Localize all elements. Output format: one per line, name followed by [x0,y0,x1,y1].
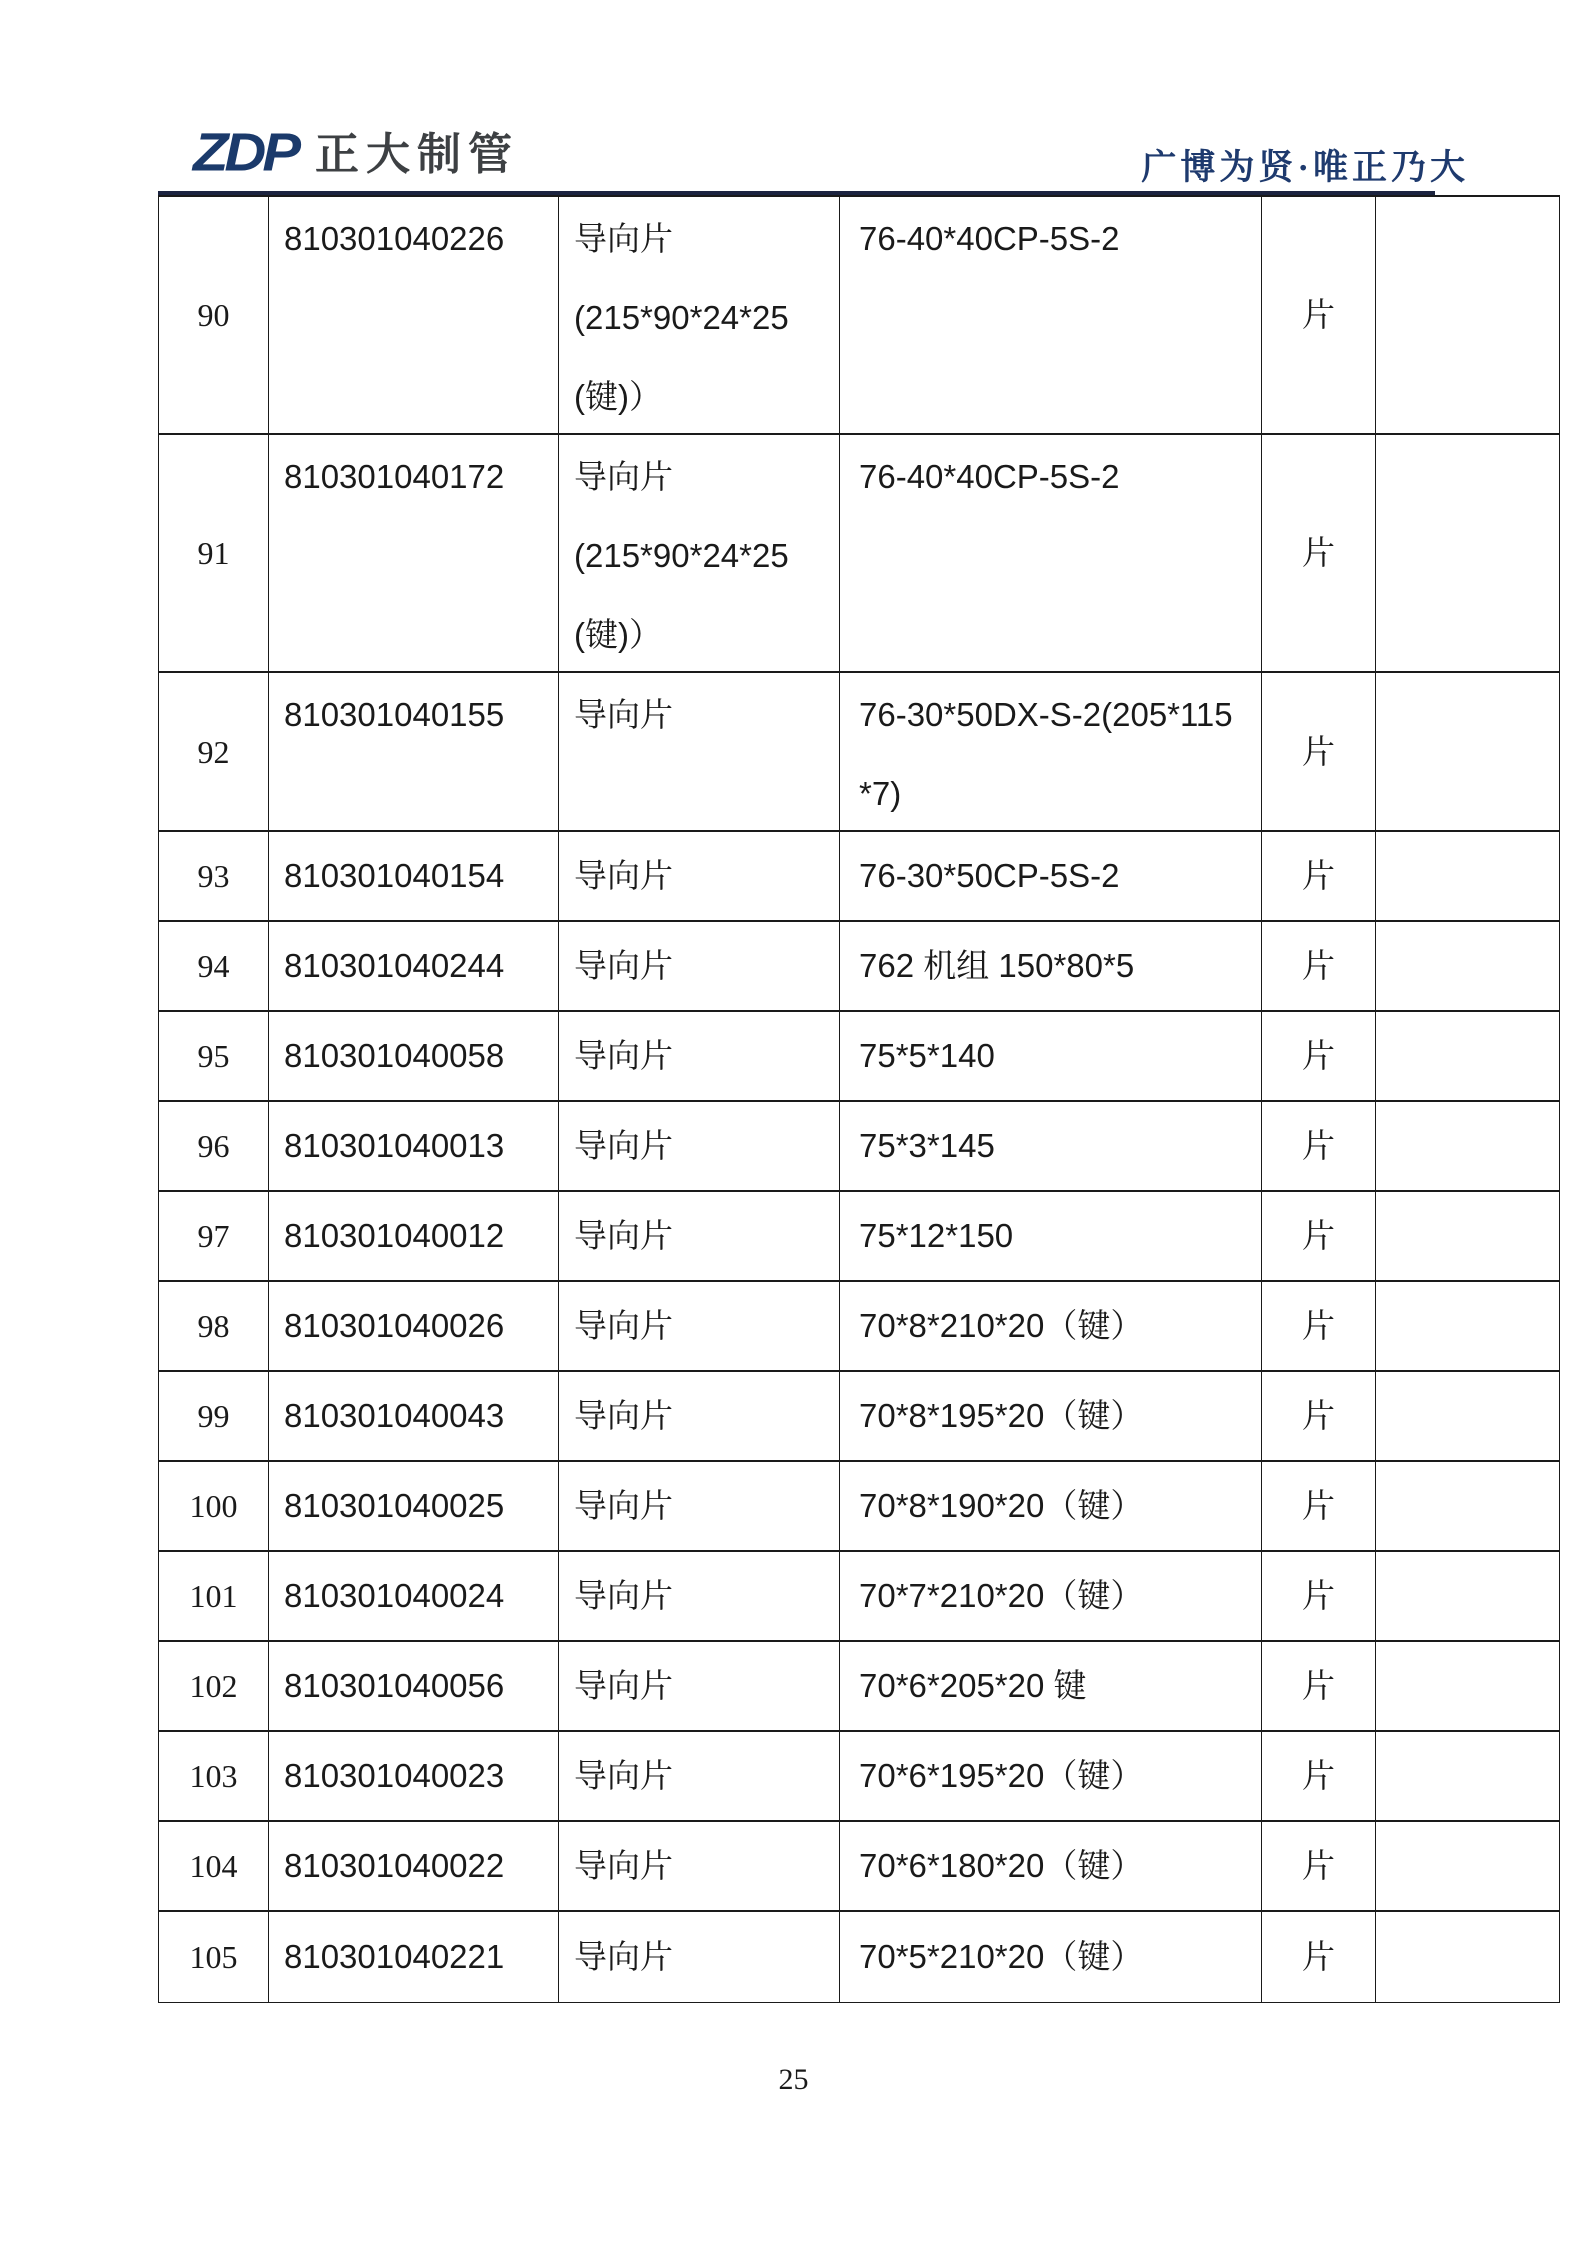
unit-cell: 片 [1262,1642,1376,1730]
part-code-cell: 810301040013 [269,1102,559,1190]
unit-cell: 片 [1262,197,1376,433]
row-number-cell: 96 [159,1102,269,1190]
part-name-cell: 导向片 [559,1102,840,1190]
unit-cell: 片 [1262,1282,1376,1370]
note-cell [1376,1822,1559,1910]
table-row [159,1912,1559,2002]
note-cell [1376,673,1559,830]
table-row [159,1462,1559,1552]
part-spec-cell: 70*6*180*20（键） [840,1822,1262,1910]
row-number-cell: 104 [159,1822,269,1910]
zdp-logo-mark: ZDP [193,122,297,183]
part-name-cell: 导向片 [559,1282,840,1370]
table-row [159,435,1559,673]
part-code-cell: 810301040012 [269,1192,559,1280]
row-number-cell: 101 [159,1552,269,1640]
part-spec-cell: 76-40*40CP-5S-2 [840,435,1262,671]
note-cell [1376,1282,1559,1370]
header-slogan: 广博为贤·唯正乃大 [1141,148,1469,187]
part-name-cell: 导向片 [559,1912,840,2002]
part-name-cell: 导向片 [559,673,840,830]
part-code-cell: 810301040058 [269,1012,559,1100]
note-cell [1376,832,1559,920]
unit-cell: 片 [1262,1822,1376,1910]
part-spec-cell: 762 机组 150*80*5 [840,922,1262,1010]
unit-cell: 片 [1262,1732,1376,1820]
unit-cell: 片 [1262,922,1376,1010]
unit-cell: 片 [1262,832,1376,920]
note-cell [1376,1732,1559,1820]
part-code-cell: 810301040026 [269,1282,559,1370]
note-cell [1376,922,1559,1010]
table-row [159,1552,1559,1642]
row-number-cell: 97 [159,1192,269,1280]
part-spec-cell: 75*12*150 [840,1192,1262,1280]
part-code-cell: 810301040155 [269,673,559,830]
page-header [0,0,1587,195]
table-row [159,832,1559,922]
part-name-cell: 导向片 [559,1552,840,1640]
row-number-cell: 102 [159,1642,269,1730]
part-name-cell: 导向片 [559,1192,840,1280]
part-spec-cell: 70*7*210*20（键） [840,1552,1262,1640]
row-number-cell: 95 [159,1012,269,1100]
part-name-cell: 导向片 [559,1462,840,1550]
part-name-cell: 导向片 [559,922,840,1010]
row-number-cell: 94 [159,922,269,1010]
row-number-cell: 105 [159,1912,269,2002]
company-logo [193,122,519,183]
row-number-cell: 98 [159,1282,269,1370]
part-spec-cell: 76-40*40CP-5S-2 [840,197,1262,433]
unit-cell: 片 [1262,1372,1376,1460]
part-name-cell: 导向片 [559,832,840,920]
unit-cell: 片 [1262,1102,1376,1190]
part-name-cell: 导向片 (215*90*24*25 (键)） [559,435,840,671]
table-row [159,922,1559,1012]
page-number: 25 [778,2063,809,2096]
note-cell [1376,1012,1559,1100]
part-spec-cell: 70*8*210*20（键） [840,1282,1262,1370]
table-row [159,673,1559,832]
row-number-cell: 100 [159,1462,269,1550]
part-name-cell: 导向片 (215*90*24*25 (键)） [559,197,840,433]
table-row [159,1282,1559,1372]
part-code-cell: 810301040023 [269,1732,559,1820]
part-spec-cell: 70*6*205*20 键 [840,1642,1262,1730]
part-spec-cell: 70*8*190*20（键） [840,1462,1262,1550]
part-code-cell: 810301040024 [269,1552,559,1640]
note-cell [1376,1372,1559,1460]
part-code-cell: 810301040172 [269,435,559,671]
unit-cell: 片 [1262,1552,1376,1640]
part-spec-cell: 75*5*140 [840,1012,1262,1100]
table-row [159,1732,1559,1822]
part-code-cell: 810301040056 [269,1642,559,1730]
part-spec-cell: 70*8*195*20（键） [840,1372,1262,1460]
row-number-cell: 92 [159,673,269,830]
row-number-cell: 93 [159,832,269,920]
unit-cell: 片 [1262,1912,1376,2002]
note-cell [1376,1912,1559,2002]
row-number-cell: 103 [159,1732,269,1820]
part-spec-cell: 76-30*50DX-S-2(205*115 *7) [840,673,1262,830]
part-name-cell: 导向片 [559,1012,840,1100]
row-number-cell: 99 [159,1372,269,1460]
row-number-cell: 90 [159,197,269,433]
note-cell [1376,1552,1559,1640]
part-code-cell: 810301040244 [269,922,559,1010]
part-code-cell: 810301040226 [269,197,559,433]
unit-cell: 片 [1262,1192,1376,1280]
parts-table [158,195,1560,2003]
note-cell [1376,1102,1559,1190]
table-row [159,1822,1559,1912]
note-cell [1376,1192,1559,1280]
part-code-cell: 810301040025 [269,1462,559,1550]
part-code-cell: 810301040154 [269,832,559,920]
unit-cell: 片 [1262,673,1376,830]
company-name: 正大制管 [315,130,519,179]
table-row [159,1642,1559,1732]
table-row [159,1102,1559,1192]
table-row [159,1012,1559,1102]
part-name-cell: 导向片 [559,1642,840,1730]
part-code-cell: 810301040043 [269,1372,559,1460]
part-spec-cell: 75*3*145 [840,1102,1262,1190]
page-footer [0,2063,1587,2097]
table-row [159,1192,1559,1282]
unit-cell: 片 [1262,1012,1376,1100]
table-row [159,1372,1559,1462]
note-cell [1376,197,1559,433]
part-name-cell: 导向片 [559,1732,840,1820]
part-code-cell: 810301040022 [269,1822,559,1910]
part-spec-cell: 70*6*195*20（键） [840,1732,1262,1820]
part-spec-cell: 76-30*50CP-5S-2 [840,832,1262,920]
part-name-cell: 导向片 [559,1372,840,1460]
note-cell [1376,1462,1559,1550]
part-code-cell: 810301040221 [269,1912,559,2002]
note-cell [1376,435,1559,671]
unit-cell: 片 [1262,435,1376,671]
note-cell [1376,1642,1559,1730]
table-row [159,197,1559,435]
part-name-cell: 导向片 [559,1822,840,1910]
unit-cell: 片 [1262,1462,1376,1550]
part-spec-cell: 70*5*210*20（键） [840,1912,1262,2002]
row-number-cell: 91 [159,435,269,671]
